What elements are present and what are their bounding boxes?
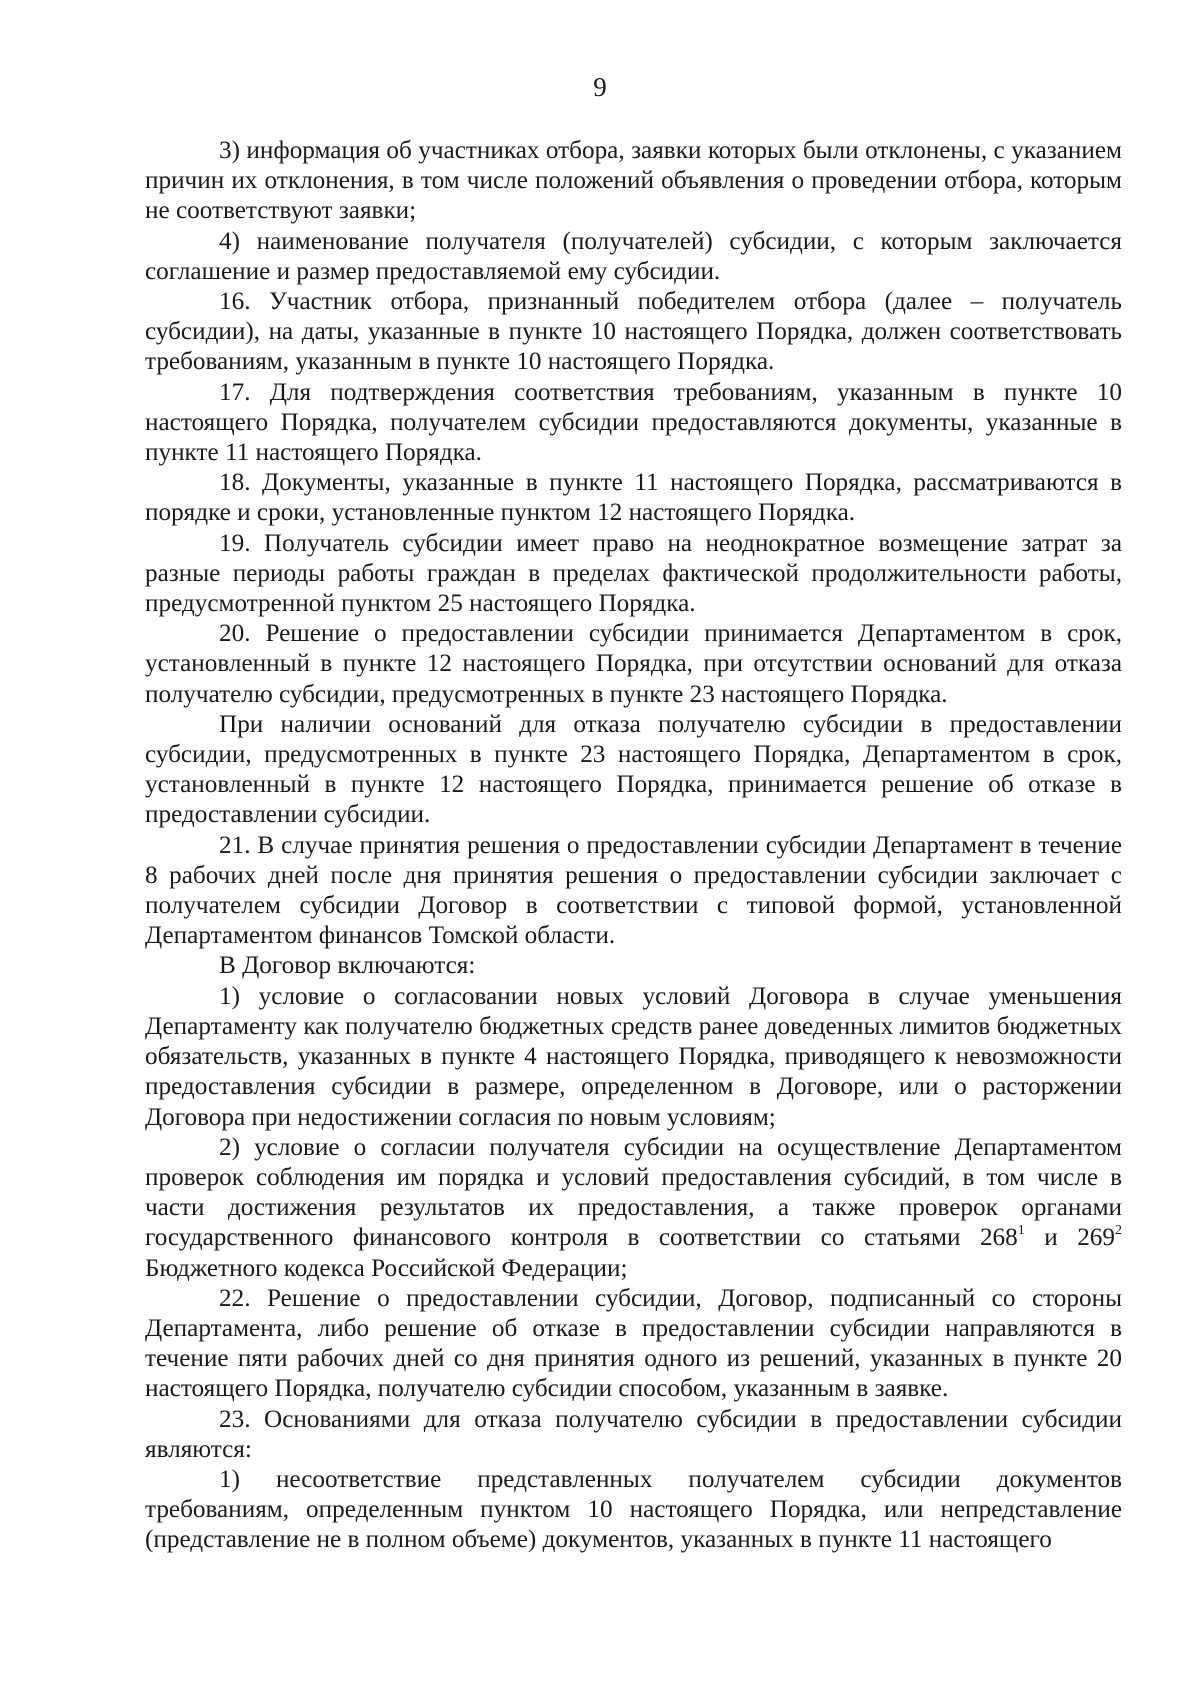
- paragraph-clause-22: 22. Решение о предоставлении субсидии, Договор, подписанный со стороны Департамента, либо решение об отказе в предоставлении субсидии направляются в течение пяти рабочих дней со дня принятия одного из решений, указанных в пункте 20 настоящего Порядка, получателю субсидии способом, указанным в заявке.: [145, 1284, 1122, 1403]
- paragraph-clause-17: 17. Для подтверждения соответствия требованиям, указанным в пункте 10 настоящего Порядка, получателем субсидии предоставляются документы, указанные в пункте 11 настоящего Порядка.: [145, 378, 1122, 467]
- paragraph-contract-condition-1: 1) условие о согласовании новых условий Договора в случае уменьшения Департаменту как получателю бюджетных средств ранее доведенных лимитов бюджетных обязательств, указанных в пункте 4 настоящего Порядка, приводящего к невозможности предоставления субсидии в размере, определенном в Договоре, или о расторжении Договора при недостижении согласия по новым условиям;: [145, 982, 1122, 1131]
- paragraph-contract-includes: В Договор включаются:: [219, 952, 476, 980]
- condition-2-middle: и 269: [1024, 1224, 1115, 1252]
- document-body: [145, 136, 1122, 1556]
- paragraph-clause-16: 16. Участник отбора, признанный победителем отбора (далее – получатель субсидии), на даты, указанные в пункте 10 настоящего Порядка, должен соответствовать требованиям, указанным в пункте 10 настоящего Порядка.: [145, 288, 1122, 376]
- superscript-1: 1: [1017, 1223, 1025, 1239]
- superscript-2: 2: [1115, 1223, 1122, 1239]
- paragraph-clause-19: 19. Получатель субсидии имеет право на неоднократное возмещение затрат за разные периоды работы граждан в пределах фактической продолжительности работы, предусмотренной пунктом 25 настоящего Порядка.: [145, 529, 1122, 618]
- paragraph-item-4: 4) наименование получателя (получателей) субсидии, с которым заключается соглашение и размер предоставляемой ему субсидии.: [145, 227, 1122, 285]
- paragraph-clause-23: 23. Основаниями для отказа получателю субсидии в предоставлении субсидии являются:: [145, 1405, 1122, 1463]
- paragraph-refusal-grounds: При наличии оснований для отказа получателю субсидии в предоставлении субсидии, предусмотренных в пункте 23 настоящего Порядка, Департаментом в срок, установленный в пункте 12 настоящего Порядка, принимается решение об отказе в предоставлении субсидии.: [145, 710, 1122, 829]
- paragraph-clause-21: 21. В случае принятия решения о предоставлении субсидии Департамент в течение 8 рабочих дней после дня принятия решения о предоставлении субсидии заключает с получателем субсидии Договор в соответствии с типовой формой, установленной Департаментом финансов Томской области.: [145, 831, 1122, 950]
- paragraph-clause-18: 18. Документы, указанные в пункте 11 настоящего Порядка, рассматриваются в порядке и сроки, установленные пунктом 12 настоящего Порядка.: [145, 469, 1122, 527]
- condition-2-end: Бюджетного кодекса Российской Федерации;: [145, 1254, 628, 1282]
- paragraph-refusal-reason-1: 1) несоответствие представленных получателем субсидии документов требованиям, определенным пунктом 10 настоящего Порядка, или непредставление (представление не в полном объеме) документов, указанных в пункте 11 настоящего: [145, 1465, 1122, 1554]
- paragraph-contract-condition-2: [145, 1133, 1122, 1284]
- paragraph-clause-20: 20. Решение о предоставлении субсидии принимается Департаментом в срок, установленный в пункте 12 настоящего Порядка, при отсутствии оснований для отказа получателю субсидии, предусмотренных в пункте 23 настоящего Порядка.: [145, 620, 1122, 708]
- paragraph-item-3: 3) информация об участниках отбора, заявки которых были отклонены, с указанием причин их отклонения, в том числе положений объявления о проведении отбора, которым не соответствуют заявки;: [145, 137, 1122, 225]
- condition-2-text: 2) условие о согласии получателя субсидии на осуществление Департаментом проверок соблюдения им порядка и условий предоставления субсидий, в том числе в части достижения результатов их предоставления, а также проверок органами государственного финансового контроля в соответствии со статьями 268: [145, 1133, 1122, 1252]
- page-number: 9: [593, 72, 607, 102]
